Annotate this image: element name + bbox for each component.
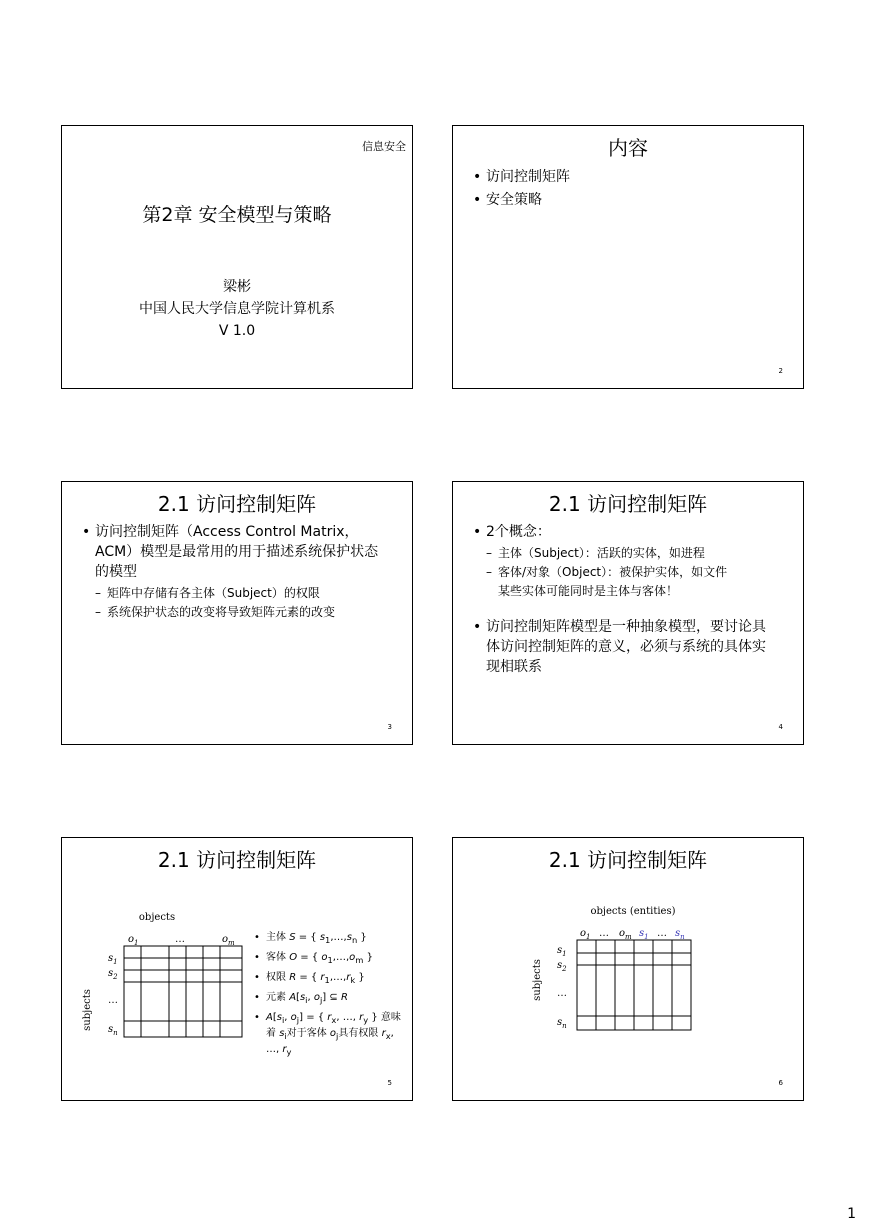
- sub-item: – 系统保护状态的改变将导致矩阵元素的改变: [95, 603, 384, 622]
- sub-item: – 主体（Subject）：活跃的实体，如进程: [486, 544, 775, 563]
- page-number: 4: [778, 723, 783, 731]
- access-matrix-diagram: [453, 898, 805, 1098]
- matrix-definitions: [254, 931, 404, 1063]
- page-number: 3: [387, 723, 392, 731]
- author-block: [62, 276, 412, 342]
- list-item: • 安全策略: [473, 189, 783, 212]
- sub-item: – 矩阵中存储有各主体（Subject）的权限: [95, 584, 384, 603]
- page-number: 1: [847, 1206, 856, 1222]
- list-item: • 客体 O = { $o_1,\dots,o_m$ }: [254, 951, 404, 967]
- row-label-s2: $s_2$: [108, 968, 118, 981]
- row-label-sn: $s_n$: [557, 1017, 567, 1030]
- row-label-sn: $s_n$: [108, 1024, 118, 1037]
- slide-header: 信息安全: [362, 140, 406, 153]
- slide-6: [452, 837, 804, 1101]
- list-item: • 访问控制矩阵模型是一种抽象模型，要讨论具体访问控制矩阵的意义，必须与系统的具体实现相联系: [473, 617, 775, 677]
- slide-title: 2.1 访问控制矩阵: [157, 492, 317, 516]
- subjects-label: subjects: [532, 959, 543, 1001]
- col-label-om: $o_m$: [619, 928, 632, 941]
- objects-label: objects: [138, 912, 176, 923]
- page-number: 2: [778, 367, 783, 375]
- col-label-o1: $o_1$: [580, 928, 591, 941]
- row-label-s1: $s_1$: [557, 945, 567, 958]
- version: V 1.0: [218, 323, 256, 339]
- col-label-s1: $s_1$: [639, 928, 649, 941]
- bullet-list: [82, 522, 384, 622]
- slide-3: [61, 481, 413, 745]
- col-label-sn: $s_n$: [675, 928, 685, 941]
- list-item: • 权限 R = { $r_1,\dots,r_k$ }: [254, 971, 404, 987]
- page-number: 6: [778, 1079, 783, 1087]
- slide-4: [452, 481, 804, 745]
- bullet-text: 访问控制矩阵（Access Control Matrix，ACM）模型是最常用的用于描述系统保护状态的模型: [95, 524, 379, 580]
- slide-title: 2.1 访问控制矩阵: [157, 848, 317, 872]
- row-label-dots: …: [108, 995, 118, 1006]
- bullet-list: [473, 166, 783, 212]
- slide-1: [61, 125, 413, 389]
- sub-item: – 客体/对象（Object）：被保护实体，如文件: [486, 563, 775, 582]
- author-name: 梁彬: [223, 279, 251, 295]
- sub-list: [95, 584, 384, 622]
- slide-2: [452, 125, 804, 389]
- bullet-text: 2个概念：: [486, 524, 551, 540]
- objects-label: objects (entities): [590, 906, 676, 917]
- subjects-label: subjects: [82, 989, 93, 1031]
- col-label-om: $o_m$: [222, 934, 235, 947]
- list-item: [82, 522, 384, 622]
- list-item: • 元素 $A[s_i$, $o_j$] ⊆ R: [254, 991, 404, 1007]
- list-item: • 主体 S = { $s_1,\dots,s_n$ }: [254, 931, 404, 947]
- col-label-o1: $o_1$: [128, 934, 139, 947]
- list-item: [473, 522, 775, 601]
- row-label-dots: …: [557, 988, 567, 999]
- list-item: • 访问控制矩阵: [473, 166, 783, 189]
- bullet-list: [473, 522, 775, 677]
- matrix-grid: [577, 940, 691, 1030]
- affiliation: 中国人民大学信息学院计算机系: [139, 301, 335, 317]
- slide-title: 第2章 安全模型与策略: [142, 204, 332, 226]
- col-label-dots: …: [599, 928, 609, 939]
- sub-list: [486, 544, 775, 582]
- row-label-s2: $s_2$: [557, 960, 567, 973]
- note-text: 某些实体可能同时是主体与客体！: [498, 584, 679, 598]
- slide-5: [61, 837, 413, 1101]
- access-matrix-diagram: [62, 898, 262, 1098]
- slide-title: 2.1 访问控制矩阵: [548, 848, 708, 872]
- slide-title: 2.1 访问控制矩阵: [548, 492, 708, 516]
- list-item: • $A[s_i$, $o_j$] = { $r_x$, …, $r_y$ } 意味着 $s_i$对于客体 $o_j$具有权限 $r_x$, …, $r_y$: [254, 1011, 404, 1059]
- slide-title: 内容: [608, 136, 648, 160]
- matrix-grid: [124, 946, 242, 1037]
- row-label-s1: $s_1$: [108, 953, 118, 966]
- page-number: 5: [387, 1079, 392, 1087]
- col-label-dots: …: [657, 928, 667, 939]
- col-label-dots: …: [175, 934, 185, 945]
